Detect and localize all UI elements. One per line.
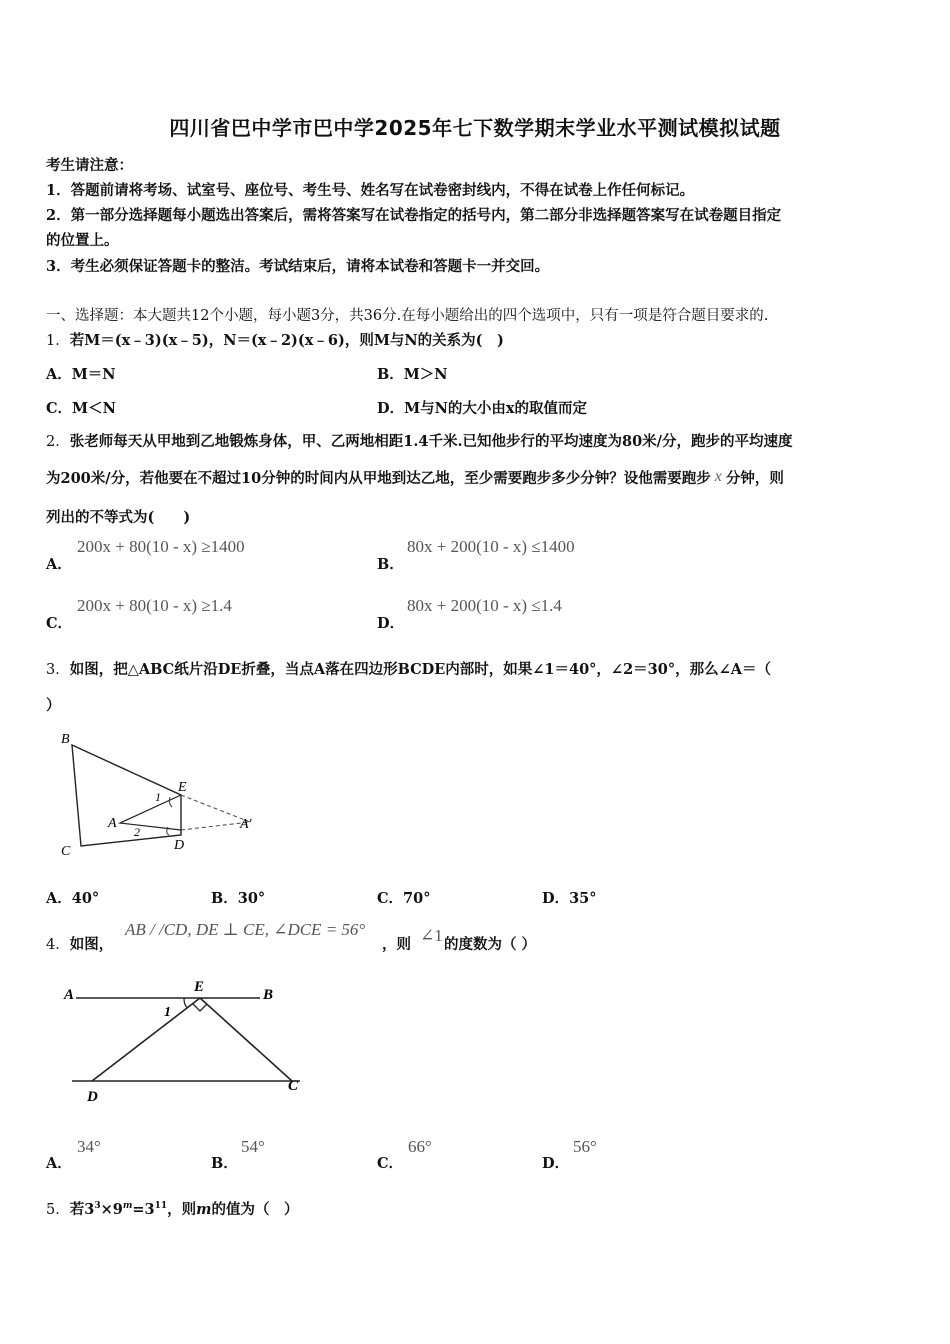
label-c: C (288, 1078, 299, 1094)
label-angle-2: 2 (134, 825, 140, 839)
q4-option-c-value: 66° (408, 1137, 432, 1156)
q4-option-a-label: A． (46, 1155, 72, 1172)
notice-item: 2．第一部分选择题每小题选出答案后，需将答案写在试卷指定的括号内，第二部分非选择题答案写在试卷题目指定 (46, 207, 782, 224)
quadrilateral-bcde (72, 745, 181, 846)
q3-option-c: C．70° (377, 890, 431, 907)
exam-title: 四川省巴中学市巴中学2025年七下数学期末学业水平测试模拟试题 (169, 116, 781, 140)
triangle-fold-figure (55, 725, 275, 865)
q3-option-a: A．40° (46, 890, 100, 907)
question-stem: 如图， (69, 936, 114, 953)
q2-option-a-formula: 200x + 80(10 - x) ≥1400 (77, 537, 245, 556)
segment-ed (92, 998, 200, 1081)
q4-option-b-label: B． (211, 1155, 238, 1172)
question-stem: 若$3^3\times 9^m=3^{11}$，则m的值为（ ） (69, 1201, 299, 1218)
q4-condition: AB / /CD, DE ⊥ CE, ∠DCE = 56° (125, 920, 366, 939)
q2-option-a-label: A． (46, 556, 72, 573)
q1-option-d: D．M与N的大小由x的取值而定 (377, 400, 588, 417)
question-1 (46, 329, 504, 350)
parallel-lines-figure (60, 975, 320, 1105)
notice-item: 3．考生必须保证答题卡的整洁。考试结束后，请将本试卷和答题卡一并交回。 (46, 258, 550, 275)
q4-mid-text: ，则 (382, 936, 411, 953)
question-5 (46, 1198, 299, 1219)
right-angle-mark (193, 1004, 207, 1011)
question-3-line-2: ） (46, 697, 61, 714)
q2-option-b-label: B． (377, 556, 404, 573)
label-a: A (108, 816, 117, 831)
label-e: E (194, 979, 205, 995)
q4-option-d-label: D． (542, 1155, 570, 1172)
notice-item: 的位置上。 (46, 232, 119, 249)
folded-triangle (120, 795, 181, 830)
q2-option-c-formula: 200x + 80(10 - x) ≥1.4 (77, 596, 232, 615)
question-stem: 如图，把△ABC纸片沿DE折叠，当点A落在四边形BCDE内部时，如果∠1＝40°，∠2＝30°，那么∠A＝（ (69, 661, 771, 678)
question-2-line-2 (46, 467, 784, 488)
q1-option-b: B．M＞N (377, 366, 448, 383)
label-a-prime: A′ (240, 817, 252, 832)
label-e: E (178, 780, 187, 795)
question-stem: 分钟，则 (725, 470, 784, 487)
label-d: D (174, 838, 185, 853)
q4-angle-symbol: ∠1 (420, 926, 443, 945)
question-4-prefix (46, 933, 113, 954)
label-c: C (61, 844, 71, 859)
question-stem: 张老师每天从甲地到乙地锻炼身体，甲、乙两地相距1.4千米.已知他步行的平均速度为80米/分，跑步的平均速度 (69, 433, 793, 450)
label-angle-1: 1 (155, 790, 161, 804)
label-angle-1: 1 (164, 1005, 171, 1020)
question-number: 2． (46, 434, 70, 450)
notice-heading: 考生请注意： (46, 157, 133, 174)
variable-x: x (714, 468, 722, 485)
q3-option-d: D．35° (542, 890, 597, 907)
q4-post-text: 的度数为（ ） (444, 936, 537, 953)
segment-ec (200, 998, 292, 1081)
q2-option-d-formula: 80x + 200(10 - x) ≤1.4 (407, 596, 562, 615)
label-a: A (64, 987, 75, 1003)
q4-option-b-value: 54° (241, 1137, 265, 1156)
label-b: B (61, 732, 70, 747)
q4-option-c-label: C． (377, 1155, 404, 1172)
question-stem: 为200米/分，若他要在不超过10分钟的时间内从甲地到达乙地，至少需要跑步多少分钟？设他需要跑步 (46, 470, 711, 487)
q4-option-d-value: 56° (573, 1137, 597, 1156)
q1-option-a: A．M＝N (46, 366, 116, 383)
question-2-line-3: 列出的不等式为( ) (46, 509, 191, 526)
question-2-line-1 (46, 430, 792, 451)
question-3-line-1 (46, 658, 771, 679)
label-d: D (87, 1089, 98, 1105)
q1-option-c: C．M＜N (46, 400, 116, 417)
section-heading: 一、选择题：本大题共12个小题，每小题3分，共36分.在每小题给出的四个选项中，只有一项是符合题目要求的. (46, 308, 769, 324)
q2-option-c-label: C． (46, 615, 73, 632)
label-b: B (263, 987, 274, 1003)
q2-option-d-label: D． (377, 615, 405, 632)
question-number: 4． (46, 937, 70, 953)
q4-option-a-value: 34° (77, 1137, 101, 1156)
question-stem: 若M＝(x﹣3)(x﹣5)，N＝(x﹣2)(x﹣6)，则M与N的关系为( ) (69, 332, 504, 349)
notice-item: 1．答题前请将考场、试室号、座位号、考生号、姓名写在试卷密封线内，不得在试卷上作任何标记。 (46, 182, 695, 199)
question-number: 1． (46, 333, 70, 349)
q2-option-b-formula: 80x + 200(10 - x) ≤1400 (407, 537, 575, 556)
question-number: 5． (46, 1202, 70, 1218)
question-number: 3． (46, 662, 70, 678)
q3-option-b: B．30° (211, 890, 266, 907)
